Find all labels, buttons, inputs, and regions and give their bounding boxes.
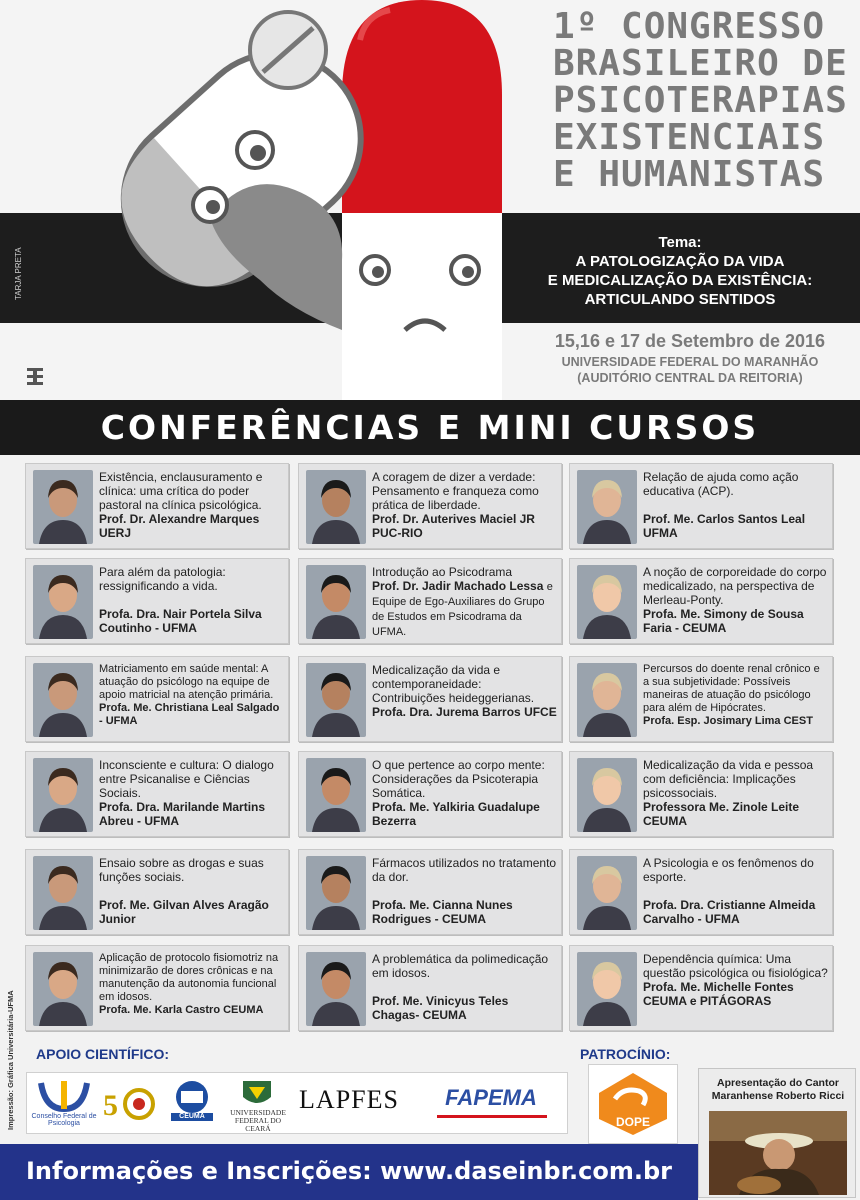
- ceuma-logo-text: CEUMA: [179, 1113, 205, 1120]
- congress-title: [553, 8, 853, 193]
- speaker-card: [569, 849, 833, 935]
- speaker-card: [569, 656, 833, 742]
- speaker-photo: [306, 856, 366, 930]
- title-line: BRASILEIRO DE: [553, 43, 848, 84]
- speaker-card: [569, 945, 833, 1031]
- apoio-label: APOIO CIENTÍFICO:: [36, 1046, 169, 1062]
- speaker-name: Profa. Me. Yalkiria Guadalupe Bezerra: [372, 800, 540, 828]
- speaker-text: [99, 663, 284, 728]
- title-line: 1º CONGRESSO: [553, 6, 826, 47]
- talk-title: Dependência química: Uma questão psicológica ou fisiológica?: [643, 952, 828, 980]
- speaker-name: Prof. Dr. Jadir Machado Lessa: [372, 579, 544, 593]
- talk-title: Para além da patologia: ressignificando a vida.: [99, 565, 226, 593]
- cfp-logo-text: Conselho Federal de Psicologia: [31, 1113, 97, 1127]
- speaker-card: [25, 849, 289, 935]
- anniversary-logo-icon: [101, 1083, 159, 1125]
- talk-title: Ensaio sobre as drogas e suas funções sociais.: [99, 856, 264, 884]
- talk-title: Medicalização da vida e pessoa com deficiência: Implicações psicossociais.: [643, 758, 814, 800]
- speaker-text: [99, 565, 284, 635]
- title-line: EXISTENCIAIS: [553, 117, 826, 158]
- tarja-label: TARJA PRETA: [14, 247, 23, 300]
- speaker-name: Profa. Me. Cianna Nunes Rodrigues - CEUMA: [372, 898, 513, 926]
- section-title: CONFERÊNCIAS E MINI CURSOS: [0, 400, 860, 455]
- speaker-photo: [577, 470, 637, 544]
- speaker-text: [372, 663, 557, 719]
- talk-title: Fármacos utilizados no tratamento da dor.: [372, 856, 557, 884]
- speaker-name: Profa. Esp. Josimary Lima CEST: [643, 715, 813, 727]
- speaker-name: Prof. Dr. Alexandre Marques UERJ: [99, 512, 260, 540]
- talk-title: Medicalização da vida e contemporaneidade: Contribuições heideggerianas.: [372, 663, 535, 705]
- ufc-logo-text: UNIVERSIDADE FEDERAL DO CEARÁ: [230, 1108, 286, 1133]
- talk-title: O que pertence ao corpo mente: Considerações da Psicoterapia Somática.: [372, 758, 545, 800]
- svg-text:5: 5: [103, 1089, 118, 1122]
- speaker-text: [99, 470, 284, 540]
- speaker-photo: [33, 758, 93, 832]
- speaker-name: Prof. Me. Vinicyus Teles Chagas- CEUMA: [372, 994, 509, 1022]
- speaker-name: Profa. Dra. Jurema Barros UFCE: [372, 705, 557, 719]
- talk-title: Introdução ao Psicodrama: [372, 565, 513, 579]
- speaker-name: Prof. Dr. Auterives Maciel JR PUC-RIO: [372, 512, 535, 540]
- talk-title: A noção de corporeidade do corpo medicalizado, na perspectiva de Merleau-Ponty.: [643, 565, 827, 607]
- impressao-note: Impressão: Gráfica Universitária-UFMA: [6, 990, 15, 1130]
- speaker-photo: [577, 663, 637, 737]
- speaker-text: [372, 758, 557, 828]
- speaker-text: [643, 470, 828, 540]
- speaker-card: [25, 558, 289, 644]
- talk-title: Inconsciente e cultura: O dialogo entre Psicanalise e Ciências Sociais.: [99, 758, 274, 800]
- speaker-name: Prof. Me. Gilvan Alves Aragão Junior: [99, 898, 269, 926]
- speaker-text: [99, 758, 284, 828]
- event-dates: 15,16 e 17 de Setembro de 2016: [554, 331, 826, 351]
- speaker-photo: [306, 952, 366, 1026]
- ufc-logo-icon: [239, 1077, 275, 1109]
- lapfes-logo: LAPFES: [299, 1085, 399, 1114]
- speaker-photo: [33, 565, 93, 639]
- title-line: E HUMANISTAS: [553, 154, 826, 195]
- speaker-card: [569, 751, 833, 837]
- patrocinio-label: PATROCÍNIO:: [580, 1046, 671, 1062]
- speaker-name: Profa. Me. Christiana Leal Salgado - UFMA: [99, 702, 280, 727]
- speaker-text: [372, 856, 557, 926]
- speaker-text: [643, 565, 828, 635]
- speaker-name: Profa. Me. Karla Castro CEUMA: [99, 1004, 264, 1016]
- speaker-name: Profa. Dra. Cristianne Almeida Carvalho - UFMA: [643, 898, 816, 926]
- venue-line: UNIVERSIDADE FEDERAL DO MARANHÃO: [561, 355, 819, 369]
- fapema-underline: [437, 1115, 547, 1118]
- tema-label: Tema:: [658, 234, 702, 251]
- speaker-name: Profa. Dra. Marilande Martins Abreu - UFMA: [99, 800, 266, 828]
- speaker-name: Profa. Dra. Nair Portela Silva Coutinho - UFMA: [99, 607, 262, 635]
- speaker-photo: [577, 758, 637, 832]
- venue-line: (AUDITÓRIO CENTRAL DA REITORIA): [577, 371, 803, 385]
- speaker-text: [643, 758, 828, 828]
- speaker-text: [372, 470, 557, 540]
- speaker-text: [643, 952, 828, 1008]
- speaker-card: [25, 463, 289, 549]
- tema-line: ARTICULANDO SENTIDOS: [584, 291, 776, 308]
- publisher-logo-icon: [24, 366, 46, 388]
- dope-sponsor: [588, 1064, 678, 1144]
- speaker-photo: [33, 952, 93, 1026]
- talk-title: A coragem de dizer a verdade: Pensamento e franqueza como prática de liberdade.: [372, 470, 539, 512]
- info-bar: Informações e Inscrições: www.daseinbr.com.br: [0, 1144, 698, 1200]
- talk-title: A Psicologia e os fenômenos do esporte.: [643, 856, 814, 884]
- speaker-photo: [577, 565, 637, 639]
- tema-line: E MEDICALIZAÇÃO DA EXISTÊNCIA:: [547, 272, 813, 289]
- title-line: PSICOTERAPIAS: [553, 80, 848, 121]
- talk-title: Aplicação de protocolo fisiomotriz na minimizarão de dores crônicas e na manutenção da autonomia funcional em idosos.: [99, 952, 279, 1003]
- talk-title: Percursos do doente renal crônico e a sua subjetividade: Possíveis maneiras de atuação do psicólogo para além de Hipócrates.: [643, 663, 820, 714]
- speaker-text: [99, 952, 284, 1017]
- speaker-card: [25, 751, 289, 837]
- talk-title: Relação de ajuda como ação educativa (ACP).: [643, 470, 799, 498]
- speaker-photo: [33, 856, 93, 930]
- speaker-name: Profa. Me. Simony de Sousa Faria - CEUMA: [643, 607, 804, 635]
- speaker-photo: [306, 470, 366, 544]
- cfp-logo-icon: [35, 1079, 93, 1115]
- speaker-card: [298, 751, 562, 837]
- speaker-card: [298, 463, 562, 549]
- speaker-card: [298, 558, 562, 644]
- tema-block: [500, 233, 860, 309]
- ricci-photo: [709, 1111, 847, 1195]
- speaker-text: [99, 856, 284, 926]
- speaker-photo: [306, 663, 366, 737]
- speaker-card: [25, 945, 289, 1031]
- speaker-card: [569, 463, 833, 549]
- sponsor-logos: [26, 1072, 568, 1134]
- speaker-photo: [306, 565, 366, 639]
- fapema-logo: FAPEMA: [445, 1085, 537, 1110]
- speaker-text: [643, 856, 828, 926]
- speaker-card: [298, 656, 562, 742]
- speaker-photo: [577, 856, 637, 930]
- speaker-name: Prof. Me. Carlos Santos Leal UFMA: [643, 512, 806, 540]
- ricci-presentation: [698, 1068, 856, 1198]
- speaker-photo: [33, 470, 93, 544]
- tema-line: A PATOLOGIZAÇÃO DA VIDA: [575, 253, 785, 270]
- ricci-text: Apresentação do Cantor Maranhense Roberto Ricci: [711, 1077, 845, 1102]
- talk-title: Matriciamento em saúde mental: A atuação do psicólogo na equipe de apoio matricial na atenção primária.: [99, 663, 274, 701]
- speaker-text: [643, 663, 828, 728]
- speaker-text: [372, 565, 557, 639]
- speaker-photo: [577, 952, 637, 1026]
- speaker-card: [25, 656, 289, 742]
- speaker-name: Professora Me. Zinole Leite CEUMA: [643, 800, 800, 828]
- talk-title: A problemática da polimedicação em idosos.: [372, 952, 549, 980]
- dope-logo-text: DOPE: [615, 1115, 650, 1129]
- speaker-card: [569, 558, 833, 644]
- speaker-name: Profa. Me. Michelle Fontes CEUMA e PITÁGORAS: [643, 980, 794, 1008]
- speaker-photo: [306, 758, 366, 832]
- speaker-extra: e Equipe de Ego-Auxiliares do Grupo de Estudos em Psicodrama da UFMA.: [372, 581, 553, 638]
- talk-title: Existência, enclausuramento e clínica: uma crítica do poder pastoral na clínica psicológica.: [99, 470, 263, 512]
- speaker-card: [298, 945, 562, 1031]
- speaker-card: [298, 849, 562, 935]
- speaker-photo: [33, 663, 93, 737]
- speaker-text: [372, 952, 557, 1022]
- venue: [520, 354, 860, 386]
- pill-illustration: [70, 0, 530, 400]
